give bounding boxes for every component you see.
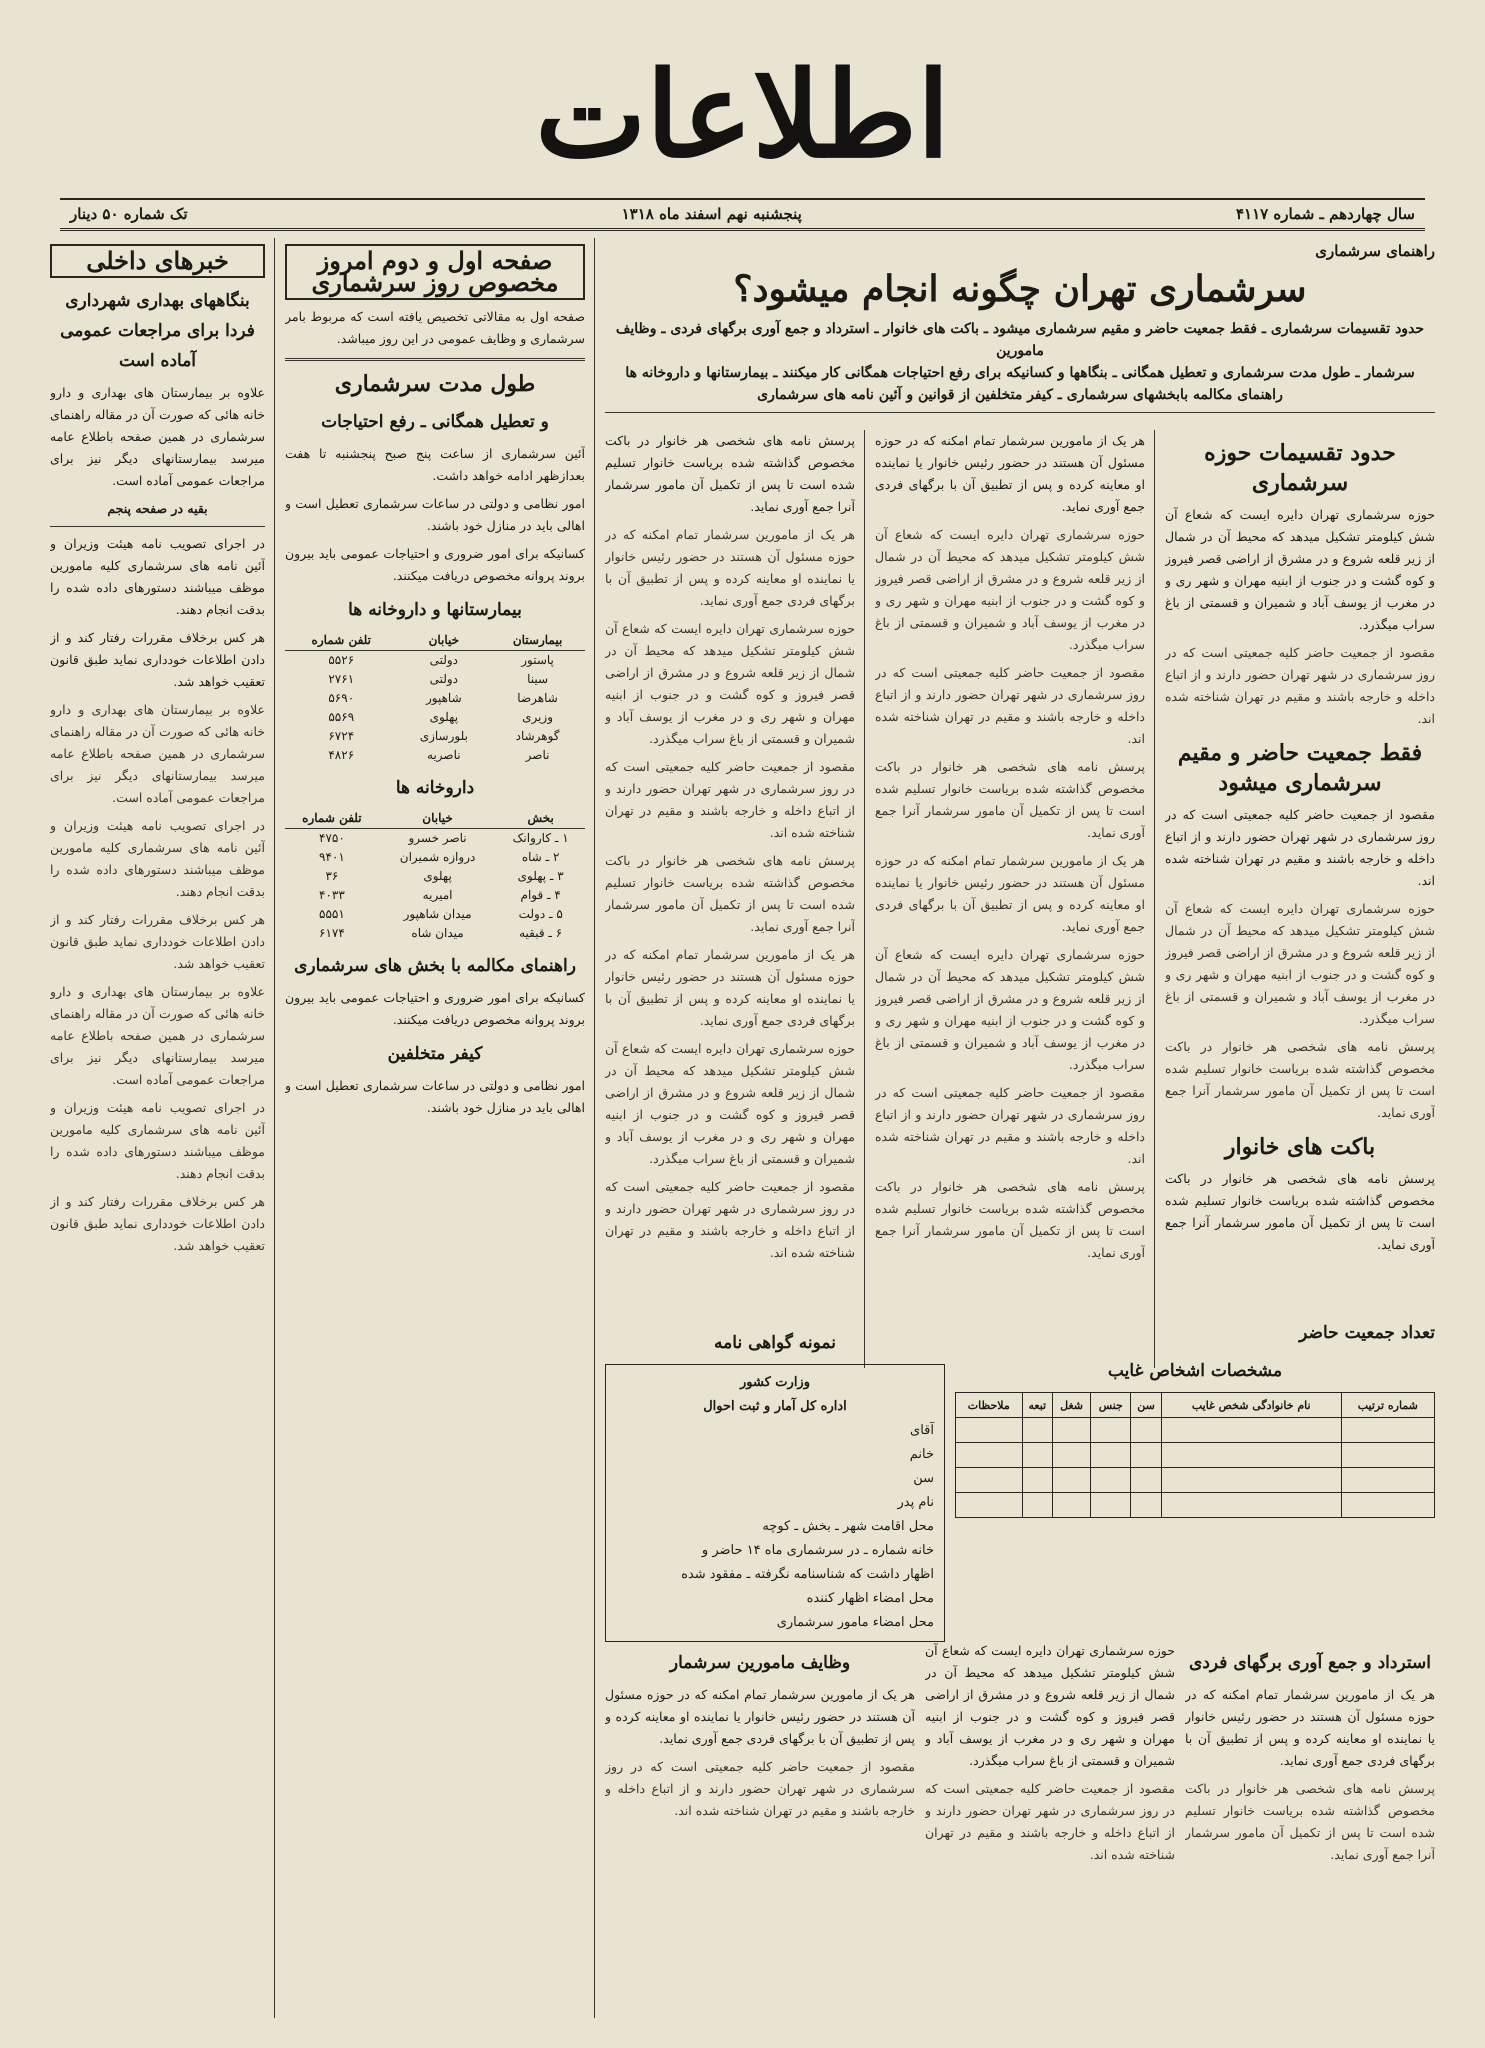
paragraph: صفحه اول به مقالاتی تخصیص یافته است که مربوط بامر سرشماری و وظایف عمومی در این روز میباشد. — [285, 309, 585, 346]
paragraph: حوزه سرشماری تهران دایره ایست که شعاع آن شش کیلومتر تشکیل میدهد که محیط آن در شمال از زیر قلعه شروع و در مشرق از اراضی قصر فیروز و کوه گشت و در جنوب از ابنیه مهران و شهر ری و در مغرب از یوسف آباد و شمیران و قسمتی از باغ سراب میگذرد. — [1165, 901, 1435, 1026]
domestic-news — [50, 238, 265, 2018]
col-header: تلفن شماره — [285, 631, 398, 651]
section-title: حدود تقسیمات حوزه سرشماری — [1204, 440, 1396, 496]
table-row: ۱ ـ کاروانک ناصر خسرو ۴۷۵۰ — [319, 831, 569, 845]
paragraph: پرسش نامه های شخصی هر خانوار در باکت مخصوص گذاشته شده بریاست خانوار تسلیم شده است تا پس از تکمیل آن مامور سرشمار آنرا جمع آوری نماید. — [605, 853, 855, 934]
paragraph: علاوه بر بیمارستان های بهداری و دارو خانه هائی که صورت آن در مقاله راهنمای سرشماری در همین صفحه باطلاع عامه میرسد بیمارستانهای دیگر نیز برای مراجعات عمومی آماده است. — [50, 984, 265, 1087]
paragraph: امور نظامی و دولتی در ساعات سرشماری تعطیل است و اهالی باید در منازل خود باشند. — [285, 1078, 585, 1115]
paragraph: علاوه بر بیمارستان های بهداری و دارو خانه هائی که صورت آن در مقاله راهنمای سرشماری در همین صفحه باطلاع عامه میرسد بیمارستانهای دیگر نیز برای مراجعات عمومی آماده است. — [50, 385, 265, 488]
census-form-block — [605, 1320, 945, 1648]
form-title: نمونه گواهی نامه — [714, 1333, 836, 1353]
paragraph: حوزه سرشماری تهران دایره ایست که شعاع آن شش کیلومتر تشکیل میدهد که محیط آن در شمال از زیر قلعه شروع و در مشرق از اراضی قصر فیروز و کوه گشت و در جنوب از ابنیه مهران و شهر ری و در مغرب از یوسف آباد و شمیران و قسمتی از باغ سراب میگذرد. — [1165, 507, 1435, 632]
main-col-c — [605, 430, 855, 1368]
paragraph: مقصود از جمعیت حاضر کلیه جمعیتی است که در روز سرشماری در شهر تهران حضور دارند و از اتباع داخله و خارجه باشند و مقیم در تهران شناخته شده اند. — [925, 1781, 1175, 1862]
paragraph: حوزه سرشماری تهران دایره ایست که شعاع آن شش کیلومتر تشکیل میدهد که محیط آن در شمال از زیر قلعه شروع و در مشرق از اراضی قصر فیروز و کوه گشت و در جنوب از ابنیه مهران و شهر ری و در مغرب از یوسف آباد و شمیران و قسمتی از باغ سراب میگذرد. — [925, 1643, 1175, 1768]
paragraph: هر یک از مامورین سرشمار تمام امکنه که در حوزه مسئول آن هستند در حضور رئیس خانوار یا نماینده او معاینه کرده و پس از تطبیق آن با برگهای فردی جمع آوری نماید. — [1185, 1687, 1435, 1768]
col-header: بیمارستان — [490, 631, 585, 651]
column-rule — [274, 238, 275, 2018]
col-header: تبعه — [1022, 1393, 1052, 1418]
form-field: نام پدر — [897, 1495, 934, 1510]
form-field: اظهار داشت که شناسنامه نگرفته ـ مفقود شده — [681, 1567, 934, 1582]
table-row: ۳ ـ پهلوی پهلوی ۳۶ — [325, 869, 564, 883]
table-row: پاستور دولتی ۵۵۲۶ — [328, 653, 554, 667]
section-title: کیفر متخلفین — [387, 1044, 483, 1064]
paragraph: مقصود از جمعیت حاضر کلیه جمعیتی است که در روز سرشماری در شهر تهران حضور دارند و از اتباع داخله و خارجه باشند و مقیم در تهران شناخته شده اند. — [605, 759, 855, 840]
paragraph: مقصود از جمعیت حاضر کلیه جمعیتی است که در روز سرشماری در شهر تهران حضور دارند و از اتباع داخله و خارجه باشند و مقیم در تهران شناخته شده اند. — [875, 665, 1145, 746]
col-header: بخش — [496, 809, 585, 829]
paragraph: پرسش نامه های شخصی هر خانوار در باکت مخصوص گذاشته شده بریاست خانوار تسلیم شده است تا پس از تکمیل آن مامور سرشمار آنرا جمع آوری نماید. — [605, 433, 855, 514]
paragraph: پرسش نامه های شخصی هر خانوار در باکت مخصوص گذاشته شده بریاست خانوار تسلیم شده است تا پس از تکمیل آن مامور سرشمار آنرا جمع آوری نماید. — [875, 1179, 1145, 1260]
sidebar — [285, 238, 585, 2018]
form-ministry: وزارت کشور — [740, 1375, 810, 1390]
col-header: تلفن شماره — [285, 809, 379, 829]
table-row: سینا دولتی ۲۷۶۱ — [328, 672, 549, 686]
paragraph: حوزه سرشماری تهران دایره ایست که شعاع آن شش کیلومتر تشکیل میدهد که محیط آن در شمال از زیر قلعه شروع و در مشرق از اراضی قصر فیروز و کوه گشت و در جنوب از ابنیه مهران و شهر ری و در مغرب از یوسف آباد و شمیران و قسمتی از باغ سراب میگذرد. — [875, 947, 1145, 1072]
section-title: راهنمای مکالمه با بخش های سرشماری — [294, 956, 576, 976]
paragraph: کسانیکه برای امور ضروری و احتیاجات عمومی باید بیرون بروند پروانه مخصوص دریافت میکنند. — [285, 546, 585, 583]
issue-price: تک شماره ۵۰ دینار — [70, 205, 188, 223]
paragraph: مقصود از جمعیت حاضر کلیه جمعیتی است که در روز سرشماری در شهر تهران حضور دارند و از اتباع داخله و خارجه باشند و مقیم در تهران شناخته شده اند. — [1165, 807, 1435, 888]
paragraph: پرسش نامه های شخصی هر خانوار در باکت مخصوص گذاشته شده بریاست خانوار تسلیم شده است تا پس از تکمیل آن مامور سرشمار آنرا جمع آوری نماید. — [1165, 1171, 1435, 1252]
form-field: خانه شماره ـ در سرشماری ماه ۱۴ حاضر و — [701, 1543, 934, 1558]
paragraph: هر یک از مامورین سرشمار تمام امکنه که در حوزه مسئول آن هستند در حضور رئیس خانوار یا نماینده او معاینه کرده و پس از تطبیق آن با برگهای فردی جمع آوری نماید. — [875, 853, 1145, 934]
column-rule — [594, 238, 595, 2018]
paragraph: پرسش نامه های شخصی هر خانوار در باکت مخصوص گذاشته شده بریاست خانوار تسلیم شده است تا پس از تکمیل آن مامور سرشمار آنرا جمع آوری نماید. — [875, 759, 1145, 840]
col-header: نام خانوادگی شخص غایب — [1161, 1393, 1341, 1418]
col-header: سن — [1131, 1393, 1161, 1418]
paragraph: در اجرای تصویب نامه هیئت وزیران و آئین نامه های سرشماری کلیه مامورین موظف میباشند دستورهای داده شده را بدقت انجام دهند. — [50, 1100, 265, 1181]
table-row: شاهرضا شاهپور ۵۶۹۰ — [328, 691, 558, 705]
paragraph: علاوه بر بیمارستان های بهداری و دارو خانه هائی که صورت آن در مقاله راهنمای سرشماری در همین صفحه باطلاع عامه میرسد بیمارستانهای دیگر نیز برای مراجعات عمومی آماده است. — [50, 702, 265, 805]
paragraph: مقصود از جمعیت حاضر کلیه جمعیتی است که در روز سرشماری در شهر تهران حضور دارند و از اتباع داخله و خارجه باشند و مقیم در تهران شناخته شده اند. — [875, 1085, 1145, 1166]
section-title: طول مدت سرشماری — [334, 371, 536, 397]
masthead — [0, 40, 1485, 190]
section-title: استرداد و جمع آوری برگهای فردی — [1189, 1653, 1431, 1673]
section-title: فقط جمعیت حاضر و مقیم سرشماری میشود — [1177, 740, 1423, 796]
grid-caption: تعداد جمعیت حاضر — [1299, 1323, 1435, 1343]
paragraph: در اجرای تصویب نامه هیئت وزیران و آئین نامه های سرشماری کلیه مامورین موظف میباشند دستورهای داده شده را بدقت انجام دهند. — [50, 536, 265, 617]
paragraph: هر یک از مامورین سرشمار تمام امکنه که در حوزه مسئول آن هستند در حضور رئیس خانوار یا نماینده او معاینه کرده و پس از تطبیق آن با برگهای فردی جمع آوری نماید. — [605, 527, 855, 608]
paragraph: مقصود از جمعیت حاضر کلیه جمعیتی است که در روز سرشماری در شهر تهران حضور دارند و از اتباع داخله و خارجه باشند و مقیم در تهران شناخته شده اند. — [605, 1759, 915, 1818]
issue-number: سال چهاردهم ـ شماره ۴۱۱۷ — [1235, 205, 1415, 223]
kicker: راهنمای سرشماری — [1315, 242, 1435, 260]
form-field: آقای — [910, 1423, 934, 1438]
absent-table — [955, 1392, 1435, 1518]
paragraph: امور نظامی و دولتی در ساعات سرشماری تعطیل است و اهالی باید در منازل خود باشند. — [285, 496, 585, 533]
continued-note: بقیه در صفحه پنجم — [107, 501, 208, 516]
newspaper-logo: اطلاعات — [535, 45, 950, 184]
paragraph: آئین سرشماری از ساعت پنج صبح پنجشنبه تا هفت بعدازظهر ادامه خواهد داشت. — [285, 446, 585, 483]
absent-grid-block — [955, 1310, 1435, 1522]
form-field: خانم — [909, 1447, 934, 1462]
section-subtitle: و تعطیل همگانی ـ رفع احتیاجات — [321, 412, 549, 432]
col-header: شغل — [1053, 1393, 1091, 1418]
section-title: بیمارستانها و داروخانه ها — [348, 600, 522, 620]
domestic-headline: بنگاههای بهداری شهرداری فردا برای مراجعات عمومی آماده است — [60, 291, 255, 371]
main-col-b — [875, 430, 1145, 1358]
col-header: خیابان — [398, 631, 491, 651]
table-row: ۵ ـ دولت میدان شاهپور ۵۵۵۱ — [319, 907, 563, 921]
paragraph: هر یک از مامورین سرشمار تمام امکنه که در حوزه مسئول آن هستند در حضور رئیس خانوار یا نماینده او معاینه کرده و پس از تطبیق آن با برگهای فردی جمع آوری نماید. — [875, 433, 1145, 514]
main-headline: سرشماری تهران چگونه انجام میشود؟ — [733, 268, 1307, 310]
main-bottom-b — [925, 1640, 1175, 2018]
paragraph: هر کس برخلاف مقررات رفتار کند و از دادن اطلاعات خودداری نماید طبق قانون تعقیب خواهد شد. — [50, 912, 265, 971]
main-bottom-c — [605, 1640, 915, 2018]
section-title: داروخانه ها — [395, 778, 475, 798]
paragraph: حوزه سرشماری تهران دایره ایست که شعاع آن شش کیلومتر تشکیل میدهد که محیط آن در شمال از زیر قلعه شروع و در مشرق از اراضی قصر فیروز و کوه گشت و در جنوب از ابنیه مهران و شهر ری و در مغرب از یوسف آباد و شمیران و قسمتی از باغ سراب میگذرد. — [605, 1041, 855, 1166]
column-rule — [1154, 430, 1155, 1368]
census-form — [605, 1364, 945, 1642]
form-field: سن — [913, 1471, 934, 1486]
paragraph: هر کس برخلاف مقررات رفتار کند و از دادن اطلاعات خودداری نماید طبق قانون تعقیب خواهد شد. — [50, 1194, 265, 1253]
paragraph: کسانیکه برای امور ضروری و احتیاجات عمومی باید بیرون بروند پروانه مخصوص دریافت میکنند. — [285, 990, 585, 1027]
table-row: ۶ ـ قبقیه میدان شاه ۶۱۷۴ — [319, 926, 563, 940]
form-field: محل اقامت شهر ـ بخش ـ کوچه — [762, 1519, 934, 1534]
main-bottom-a — [1185, 1640, 1435, 2018]
pharmacies-table — [285, 809, 585, 943]
paragraph: حوزه سرشماری تهران دایره ایست که شعاع آن شش کیلومتر تشکیل میدهد که محیط آن در شمال از زیر قلعه شروع و در مشرق از اراضی قصر فیروز و کوه گشت و در جنوب از ابنیه مهران و شهر ری و در مغرب از یوسف آباد و شمیران و قسمتی از باغ سراب میگذرد. — [875, 527, 1145, 652]
paragraph: حوزه سرشماری تهران دایره ایست که شعاع آن شش کیلومتر تشکیل میدهد که محیط آن در شمال از زیر قلعه شروع و در مشرق از اراضی قصر فیروز و کوه گشت و در جنوب از ابنیه مهران و شهر ری و در مغرب از یوسف آباد و شمیران و قسمتی از باغ سراب میگذرد. — [605, 621, 855, 746]
form-field: محل امضاء مامور سرشماری — [776, 1615, 934, 1630]
sidebar-box-title: صفحه اول و دوم امروز مخصوص روز سرشماری — [285, 244, 585, 300]
domestic-title: خبرهای داخلی — [50, 244, 265, 278]
issue-date: پنجشنبه نهم اسفند ماه ۱۳۱۸ — [621, 205, 802, 223]
dateline — [60, 198, 1425, 231]
paragraph: مقصود از جمعیت حاضر کلیه جمعیتی است که در روز سرشماری در شهر تهران حضور دارند و از اتباع داخله و خارجه باشند و مقیم در تهران شناخته شده اند. — [1165, 645, 1435, 726]
table-row: وزیری پهلوی ۵۵۶۹ — [328, 710, 554, 724]
col-header: شماره ترتیب — [1341, 1393, 1434, 1418]
paragraph: در اجرای تصویب نامه هیئت وزیران و آئین نامه های سرشماری کلیه مامورین موظف میباشند دستورهای داده شده را بدقت انجام دهند. — [50, 818, 265, 899]
subhead-3: راهنمای مکالمه بابخشهای سرشماری ـ کیفر متخلفین از قوانین و آئین نامه های سرشماری — [757, 387, 1283, 403]
table-row: ناصر ناصریه ۴۸۲۶ — [328, 748, 550, 762]
subhead-1: حدود تقسیمات سرشماری ـ فقط جمعیت حاضر و مقیم سرشماری میشود ـ باکت های خانوار ـ استرداد و جمع آوری برگهای فردی ـ وظایف مامورین — [615, 321, 1425, 359]
paragraph: پرسش نامه های شخصی هر خانوار در باکت مخصوص گذاشته شده بریاست خانوار تسلیم شده است تا پس از تکمیل آن مامور سرشمار آنرا جمع آوری نماید. — [1185, 1781, 1435, 1862]
section-title: باکت های خانوار — [1224, 1134, 1376, 1160]
table-row: ۲ ـ شاه دروازه شمیران ۹۴۰۱ — [319, 850, 560, 864]
hospitals-table — [285, 631, 585, 765]
grid-title: مشخصات اشخاص غایب — [1107, 1361, 1283, 1381]
column-rule — [864, 430, 865, 1368]
paragraph: هر یک از مامورین سرشمار تمام امکنه که در حوزه مسئول آن هستند در حضور رئیس خانوار یا نماینده او معاینه کرده و پس از تطبیق آن با برگهای فردی جمع آوری نماید. — [605, 1687, 915, 1746]
paragraph: هر کس برخلاف مقررات رفتار کند و از دادن اطلاعات خودداری نماید طبق قانون تعقیب خواهد شد. — [50, 630, 265, 689]
form-office: اداره کل آمار و ثبت احوال — [703, 1399, 847, 1414]
table-row: ۴ ـ قوام امیریه ۴۰۳۳ — [319, 888, 561, 902]
paragraph: مقصود از جمعیت حاضر کلیه جمعیتی است که در روز سرشماری در شهر تهران حضور دارند و از اتباع داخله و خارجه باشند و مقیم در تهران شناخته شده اند. — [605, 1179, 855, 1260]
table-row: گوهرشاد بلورسازی ۶۷۲۴ — [328, 729, 560, 743]
col-header: ملاحظات — [956, 1393, 1023, 1418]
form-field: محل امضاء اظهار کننده — [806, 1591, 934, 1606]
paragraph: پرسش نامه های شخصی هر خانوار در باکت مخصوص گذاشته شده بریاست خانوار تسلیم شده است تا پس از تکمیل آن مامور سرشمار آنرا جمع آوری نماید. — [1165, 1039, 1435, 1120]
col-header: جنس — [1091, 1393, 1131, 1418]
section-title: وظایف مامورین سرشمار — [669, 1653, 851, 1673]
col-header: خیابان — [379, 809, 497, 829]
subhead-2: سرشمار ـ طول مدت سرشماری و تعطیل همگانی ـ بنگاهها و کسانیکه برای رفع احتیاجات همگانی کار میکنند ـ بیمارستانها و داروخانه ها — [625, 365, 1415, 381]
paragraph: هر یک از مامورین سرشمار تمام امکنه که در حوزه مسئول آن هستند در حضور رئیس خانوار یا نماینده او معاینه کرده و پس از تطبیق آن با برگهای فردی جمع آوری نماید. — [605, 947, 855, 1028]
